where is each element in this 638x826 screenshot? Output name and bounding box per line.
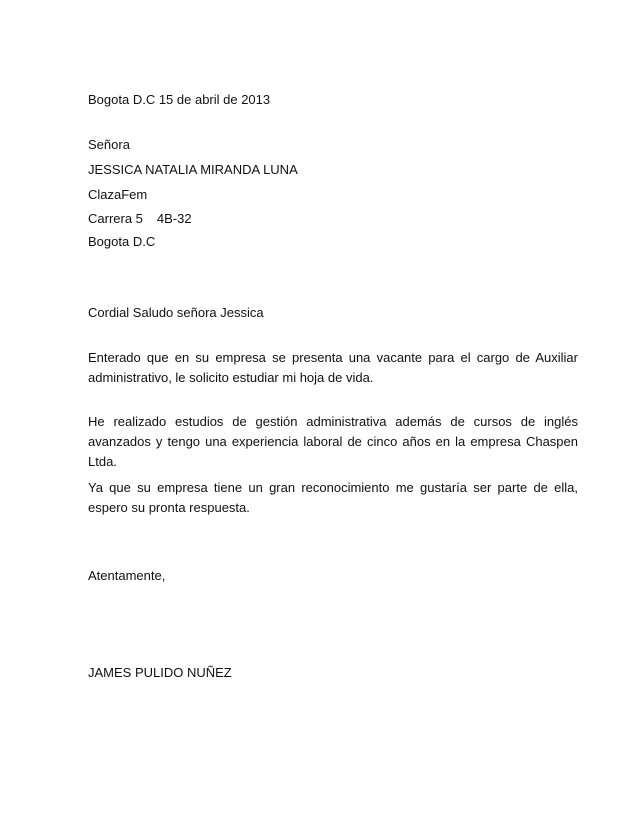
- recipient-address: [88, 211, 192, 227]
- signature-name: JAMES PULIDO NUÑEZ: [88, 665, 232, 680]
- greeting: Cordial Saludo señora Jessica: [88, 305, 264, 320]
- recipient-street-number: 4B-32: [156, 211, 192, 226]
- recipient-street: Carrera 5: [88, 211, 143, 226]
- recipient-city: Bogota D.C: [88, 234, 156, 249]
- body-paragraph-1: Enterado que en su empresa se presenta una vacante para el cargo de Auxiliar administrativo, le solicito estudiar mi hoja de vida.: [88, 350, 578, 385]
- recipient-title: Señora: [88, 137, 130, 152]
- closing: Atentamente,: [88, 568, 166, 583]
- recipient-name: JESSICA NATALIA MIRANDA LUNA: [88, 162, 298, 177]
- date-line: Bogota D.C 15 de abril de 2013: [88, 92, 271, 107]
- body-paragraph-3: Ya que su empresa tiene un gran reconocimiento me gustaría ser parte de ella, espero su pronta respuesta.: [88, 480, 578, 515]
- body-paragraph-2: He realizado estudios de gestión administrativa además de cursos de inglés avanzados y tengo una experiencia laboral de cinco años en la empresa Chaspen Ltda.: [88, 414, 578, 469]
- recipient-company: ClazaFem: [88, 187, 148, 202]
